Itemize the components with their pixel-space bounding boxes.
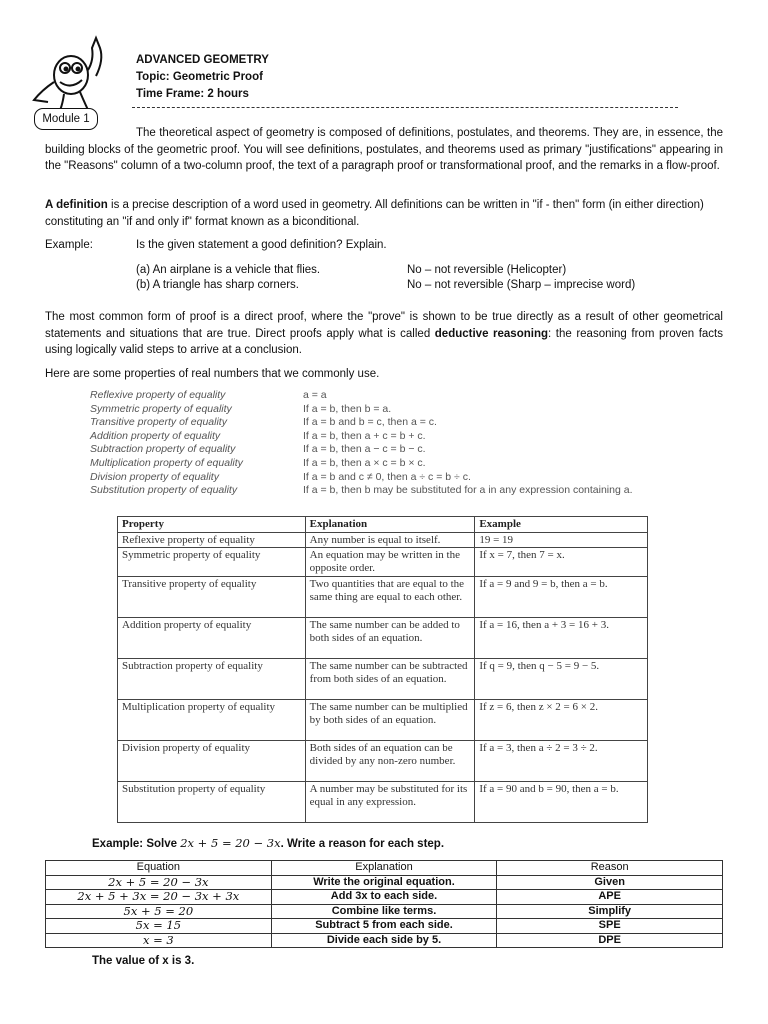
table-cell: Division property of equality [118, 741, 306, 782]
table-cell: Addition property of equality [118, 618, 306, 659]
table-row [118, 741, 648, 782]
time-frame-line: Time Frame: 2 hours [136, 88, 249, 100]
property-rule: a = a [303, 389, 327, 401]
table-cell: APE [497, 890, 723, 905]
table-row [118, 782, 648, 823]
topic-line: Topic: Geometric Proof [136, 71, 263, 83]
property-rule: If a = b and c ≠ 0, then a ÷ c = b ÷ c. [303, 470, 471, 483]
table-cell: The same number can be multiplied by both sides of an equation. [305, 700, 475, 741]
property-name: Symmetric property of equality [90, 402, 232, 415]
table-cell: Subtract 5 from each side. [271, 919, 497, 934]
table-row [118, 548, 648, 577]
definition-term: A definition [45, 199, 108, 211]
example2-prefix: Example: Solve [92, 838, 181, 850]
table-row [46, 919, 723, 934]
example1-question: Is the given statement a good definition? Explain. [136, 239, 387, 251]
property-rule: If a = b, then b = a. [303, 402, 392, 415]
module-badge-label: Module 1 [42, 113, 90, 125]
example2-prompt [92, 835, 444, 853]
table-cell: The same number can be added to both sides of an equation. [305, 618, 475, 659]
table-cell: 2x + 5 = 20 − 3x [46, 875, 272, 890]
properties-intro: Here are some properties of real numbers that we commonly use. [45, 368, 380, 380]
table-row [118, 618, 648, 659]
example1-answer-b: No – not reversible (Sharp – imprecise word) [407, 279, 636, 291]
table-cell: Substitution property of equality [118, 782, 306, 823]
direct-proof-text-end: : the reasoning from proven facts using logically valid steps to arrive at a conclusion. [45, 327, 723, 356]
table-cell: x = 3 [46, 933, 272, 948]
property-rule: If a = b, then a + c = b + c. [303, 429, 426, 442]
solve-table [45, 860, 723, 948]
property-list-item [90, 457, 710, 471]
solve-table-header [46, 861, 723, 876]
example2-equation: 2x + 5 = 20 − 3x [180, 836, 281, 850]
table-cell: Combine like terms. [271, 904, 497, 919]
example1-statement-a: (a) An airplane is a vehicle that flies. [136, 264, 321, 276]
table-cell: 5x = 15 [46, 919, 272, 934]
table-cell: 5x + 5 = 20 [46, 904, 272, 919]
table-cell: Any number is equal to itself. [305, 532, 475, 548]
table-cell: An equation may be written in the opposite order. [305, 548, 475, 577]
header-example: Example [475, 517, 648, 533]
table-cell: Write the original equation. [271, 875, 497, 890]
property-list-item [90, 484, 710, 498]
table-cell: Symmetric property of equality [118, 548, 306, 577]
property-list-item [90, 416, 710, 430]
example2-suffix: . Write a reason for each step. [280, 838, 445, 850]
table-row [46, 904, 723, 919]
property-rule: If a = b, then a × c = b × c. [303, 456, 426, 469]
property-name: Substitution property of equality [90, 484, 238, 497]
property-list [90, 389, 710, 498]
table-cell: If a = 9 and 9 = b, then a = b. [475, 577, 648, 618]
header-property: Property [118, 517, 306, 533]
property-list-item [90, 471, 710, 485]
table-cell: If a = 16, then a + 3 = 16 + 3. [475, 618, 648, 659]
property-table-header [118, 517, 648, 533]
example1-answer-a: No – not reversible (Helicopter) [407, 264, 567, 276]
property-list-item [90, 403, 710, 417]
table-cell: 19 = 19 [475, 532, 648, 548]
property-rule: If a = b and b = c, then a = c. [303, 416, 437, 429]
header-equation: Equation [46, 861, 272, 876]
table-row [118, 577, 648, 618]
header-reason: Reason [497, 861, 723, 876]
deductive-reasoning-term: deductive reasoning [434, 327, 548, 340]
table-cell: Subtraction property of equality [118, 659, 306, 700]
table-cell: 2x + 5 + 3x = 20 − 3x + 3x [46, 890, 272, 905]
property-name: Multiplication property of equality [90, 456, 243, 469]
document-title: ADVANCED GEOMETRY [136, 54, 269, 66]
table-cell: Both sides of an equation can be divided by any non-zero number. [305, 741, 475, 782]
table-row [118, 700, 648, 741]
definition-paragraph [45, 197, 723, 230]
example1-label: Example: [45, 239, 93, 251]
property-list-item [90, 443, 710, 457]
table-cell: DPE [497, 933, 723, 948]
property-rule: If a = b, then a − c = b − c. [303, 443, 426, 456]
table-cell: If z = 6, then z × 2 = 6 × 2. [475, 700, 648, 741]
table-cell: Multiplication property of equality [118, 700, 306, 741]
header-divider [132, 107, 678, 108]
table-row [46, 875, 723, 890]
header-explanation: Explanation [271, 861, 497, 876]
header-explanation: Explanation [305, 517, 475, 533]
table-cell: If x = 7, then 7 = x. [475, 548, 648, 577]
table-cell: Divide each side by 5. [271, 933, 497, 948]
table-cell: Reflexive property of equality [118, 532, 306, 548]
property-name: Reflexive property of equality [90, 389, 226, 401]
conclusion-text: The value of x is 3. [92, 955, 195, 967]
table-cell: If a = 90 and b = 90, then a = b. [475, 782, 648, 823]
table-cell: Given [497, 875, 723, 890]
table-cell: SPE [497, 919, 723, 934]
table-cell: If q = 9, then q − 5 = 9 − 5. [475, 659, 648, 700]
property-name: Addition property of equality [90, 429, 221, 442]
table-cell: Two quantities that are equal to the same thing are equal to each other. [305, 577, 475, 618]
table-row [46, 890, 723, 905]
property-table [117, 516, 648, 823]
table-cell: Add 3x to each side. [271, 890, 497, 905]
direct-proof-text: The most common form of proof is a direct proof, where the "prove" is shown to be true directly as a result of other geometrical statements and situations that are true. Direct proofs apply what is called [45, 311, 723, 340]
intro-paragraph: The theoretical aspect of geometry is composed of definitions, postulates, and theorems. They are, in essence, the building blocks of the geometric proof. You will see definitions, postulates, and theorems used as primary "justifications" appearing in the "Reasons" column of a two-column proof, the text of a paragraph proof or transformational proof, and the remarks in a flow-proof. [45, 127, 723, 172]
table-cell: The same number can be subtracted from both sides of an equation. [305, 659, 475, 700]
property-name: Subtraction property of equality [90, 443, 236, 456]
table-row [46, 933, 723, 948]
property-name: Transitive property of equality [90, 416, 227, 429]
direct-proof-paragraph [45, 309, 723, 359]
table-cell: Simplify [497, 904, 723, 919]
definition-text: is a precise description of a word used in geometry. All definitions can be written in "if - then" form (in either direction) constituting an "if and only if" format known as a biconditional. [45, 199, 704, 228]
property-list-item [90, 389, 710, 403]
table-cell: A number may be substituted for its equal in any expression. [305, 782, 475, 823]
example1-statement-b: (b) A triangle has sharp corners. [136, 279, 299, 291]
property-name: Division property of equality [90, 470, 219, 483]
table-cell: If a = 3, then a ÷ 2 = 3 ÷ 2. [475, 741, 648, 782]
property-rule: If a = b, then b may be substituted for a in any expression containing a. [303, 484, 633, 497]
table-row [118, 532, 648, 548]
table-cell: Transitive property of equality [118, 577, 306, 618]
table-row [118, 659, 648, 700]
property-list-item [90, 430, 710, 444]
